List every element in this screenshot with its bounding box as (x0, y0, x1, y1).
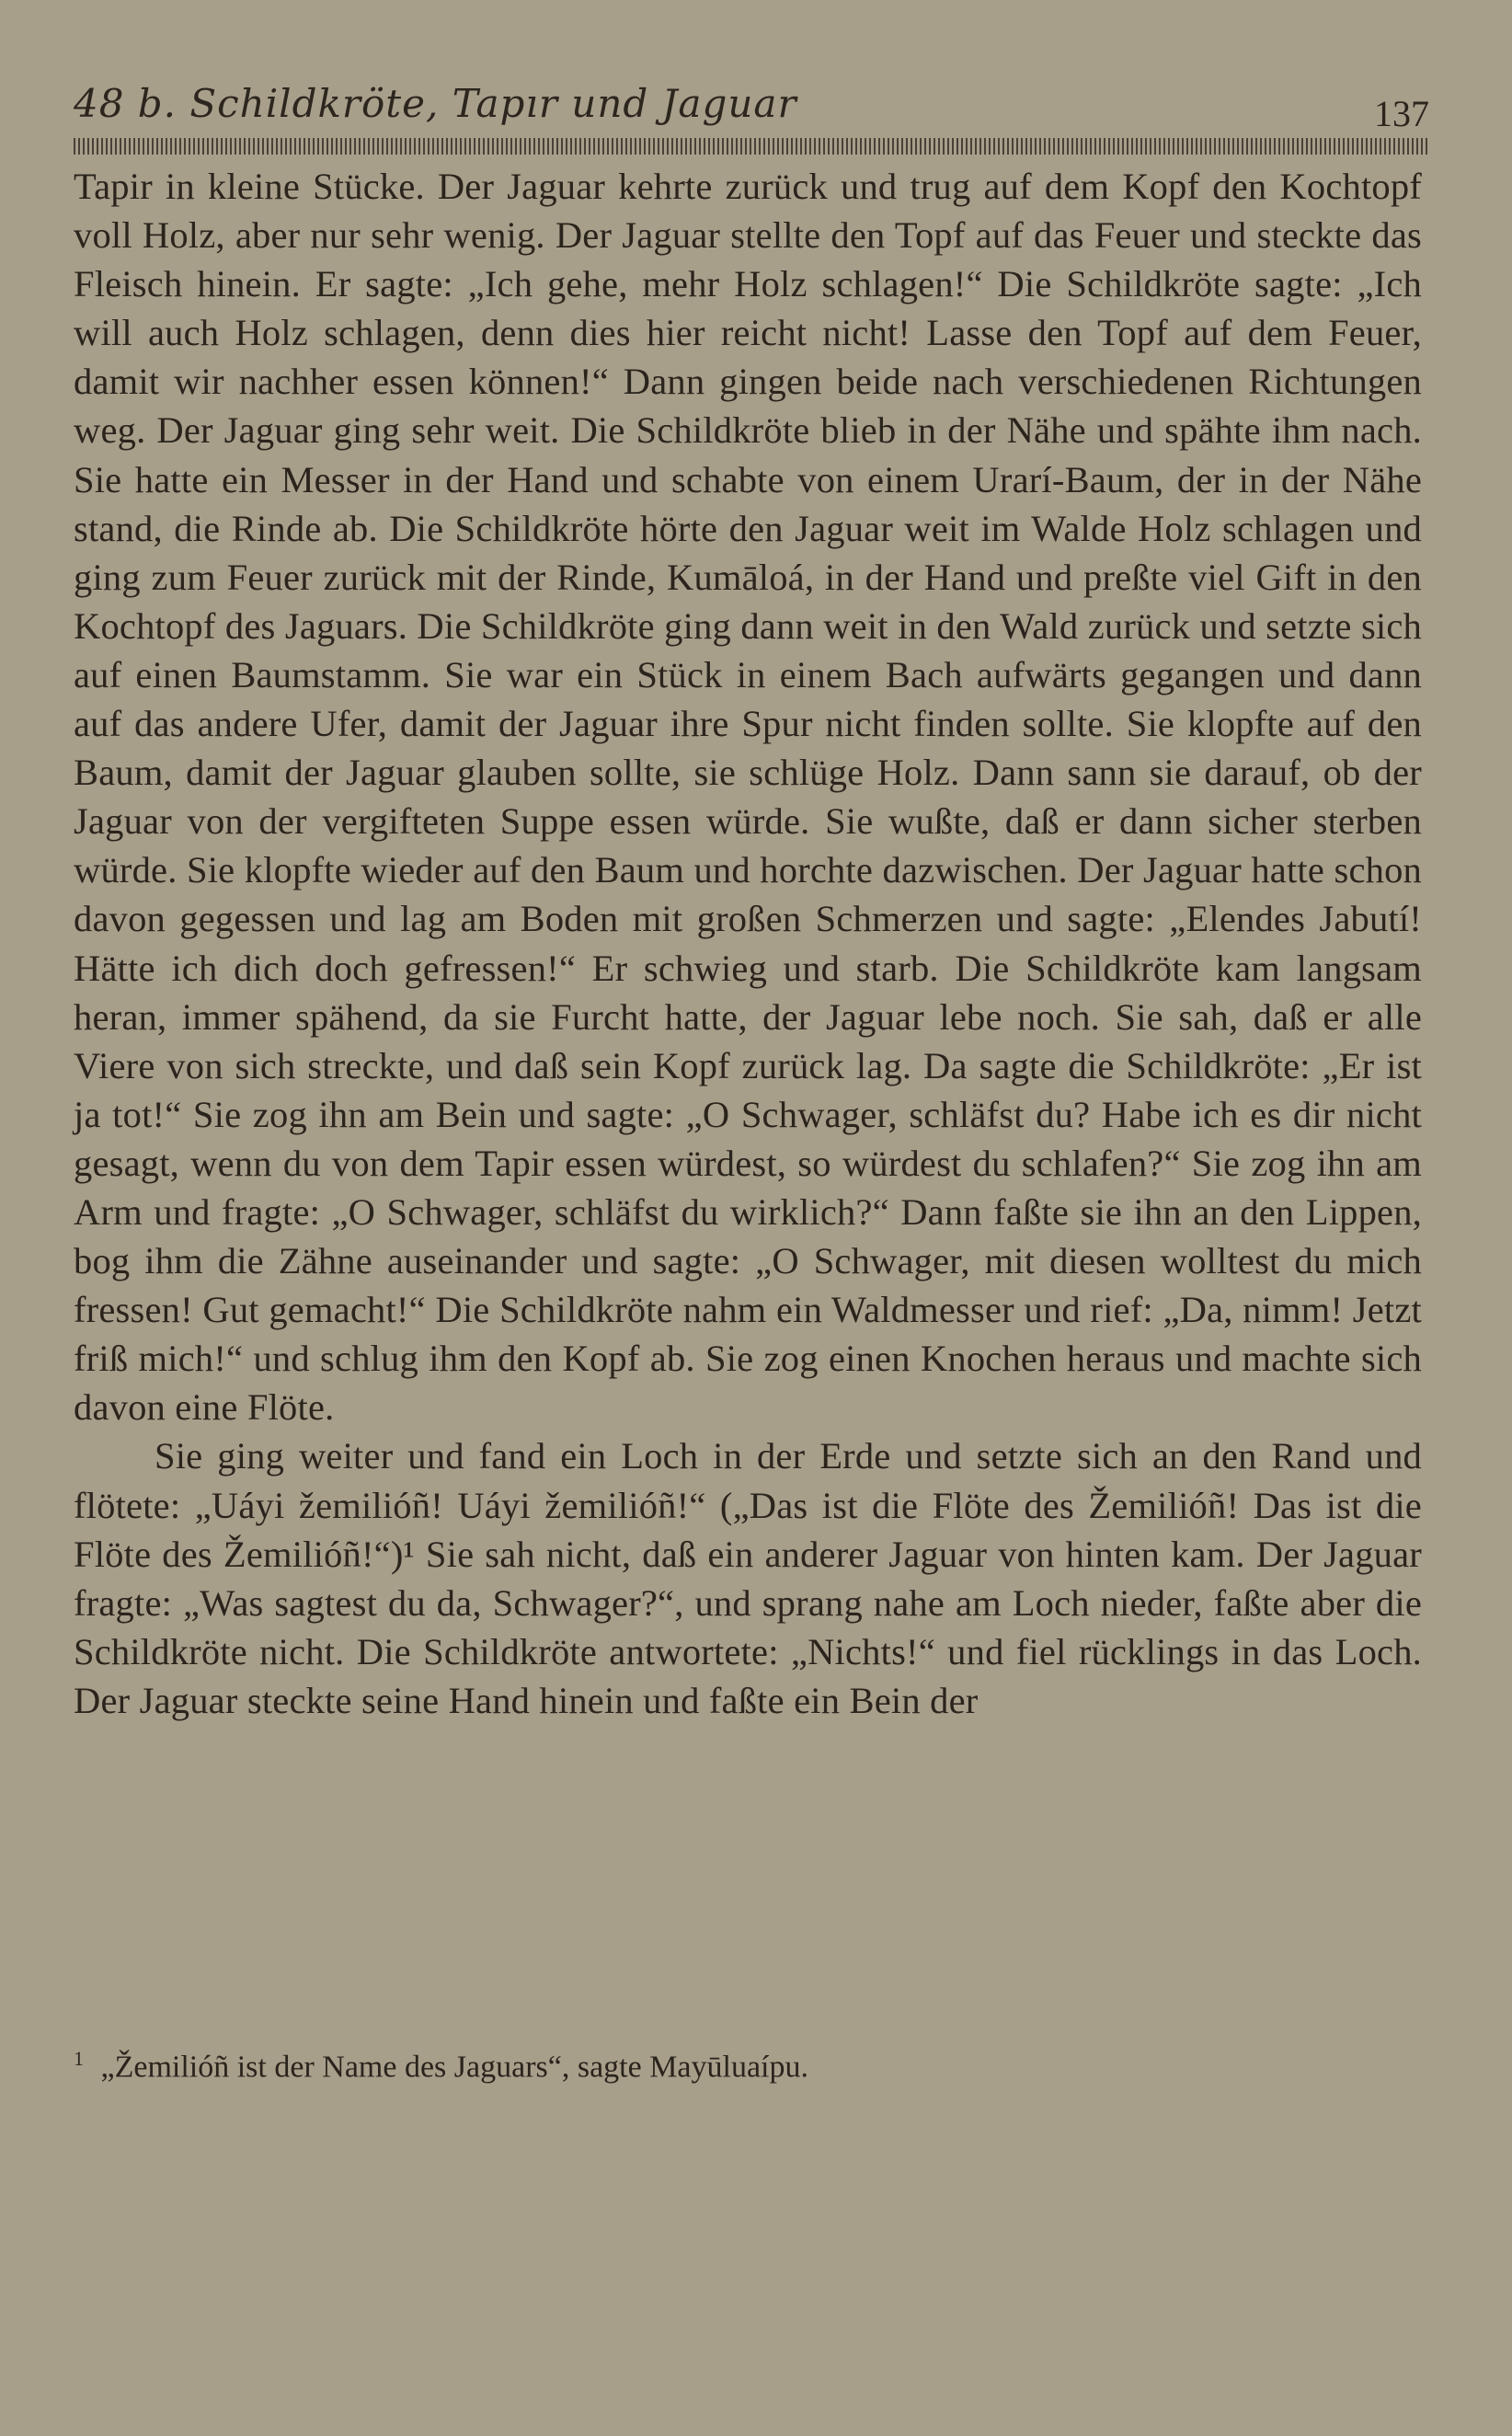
paragraph-2: Sie ging weiter und fand ein Loch in der Erde und setzte sich an den Rand und flötete: „Uáyi žemilióñ! Uáyi žemilióñ!“ („Das ist die Flöte des Žemilióñ! Das ist die Flöte des Žemilióñ!“)¹ Sie sah nicht, daß ein anderer Jaguar von hinten kam. Der Jaguar fragte: „Was sagtest du da, Schwager?“, und sprang nahe am Loch nieder, faßte aber die Schildkröte nicht. Die Schildkröte antwortete: „Nichts!“ und fiel rücklings in das Loch. Der Jaguar steckte seine Hand hinein und faßte ein Bein der (74, 1435, 1422, 1721)
paragraph-1: Tapir in kleine Stücke. Der Jaguar kehrte zurück und trug auf dem Kopf den Kochtopf voll Holz, aber nur sehr wenig. Der Jaguar stellte den Topf auf das Feuer und steckte das Fleisch hinein. Er sagte: „Ich gehe, mehr Holz schlagen!“ Die Schildkröte sagte: „Ich will auch Holz schlagen, denn dies hier reicht nicht! Lasse den Topf auf dem Feuer, damit wir nachher essen können!“ Dann gingen beide nach verschiedenen Richtungen weg. Der Jaguar ging sehr weit. Die Schildkröte blieb in der Nähe und spähte ihm nach. Sie hatte ein Messer in der Hand und schabte von einem Urarí-Baum, der in der Nähe stand, die Rinde ab. Die Schildkröte hörte den Jaguar weit im Walde Holz schlagen und ging zum Feuer zurück mit der Rinde, Kumāloá, in der Hand und preßte viel Gift in den Kochtopf des Jaguars. Die Schildkröte ging dann weit in den Wald zurück und setzte sich auf einen Baumstamm. Sie war ein Stück in einem Bach aufwärts gegangen und dann auf das andere Ufer, damit der Jaguar ihre Spur nicht finden sollte. Sie klopfte auf den Baum, damit der Jaguar glauben sollte, sie schlüge Holz. Dann sann sie darauf, ob der Jaguar von der vergifteten Suppe essen würde. Sie wußte, daß er dann sicher sterben würde. Sie klopfte wieder auf den Baum und horchte dazwischen. Der Jaguar hatte schon davon gegessen und lag am Boden mit großen Schmerzen und sagte: „Elendes Jabutí! Hätte ich dich doch gefressen!“ Er schwieg und starb. Die Schildkröte kam langsam heran, immer spähend, da sie Furcht hatte, der Jaguar lebe noch. Sie sah, daß er alle Viere von sich streckte, und daß sein Kopf zurück lag. Da sagte die Schildkröte: „Er ist ja tot!“ Sie zog ihn am Bein und sagte: „O Schwager, schläfst du? Habe ich es dir nicht gesagt, wenn du von dem Tapir essen würdest, so würdest du schlafen?“ Sie zog ihn am Arm und fragte: „O Schwager, schläfst du wirklich?“ Dann faßte sie ihn an den Lippen, bog ihm die Zähne auseinander und sagte: „O Schwager, mit diesen wolltest du mich fressen! Gut gemacht!“ Die Schildkröte nahm ein Waldmesser und rief: „Da, nimm! Jetzt friß mich!“ und schlug ihm den Kopf ab. Sie zog einen Knochen heraus und machte sich davon eine Flöte. (74, 166, 1422, 1429)
footnote-marker: 1 (74, 2047, 84, 2070)
chapter-title: 48 b. Schildkröte, Tapır und Jaguar (74, 81, 797, 126)
main-text (74, 162, 1422, 1725)
page-number: 137 (1374, 93, 1429, 134)
running-header (74, 81, 1429, 138)
header-rule (74, 138, 1429, 155)
footnote (74, 2039, 1422, 2087)
footnote-text: „Žemilióñ ist der Name des Jaguars“, sagte Mayūluaípu. (100, 2050, 808, 2085)
